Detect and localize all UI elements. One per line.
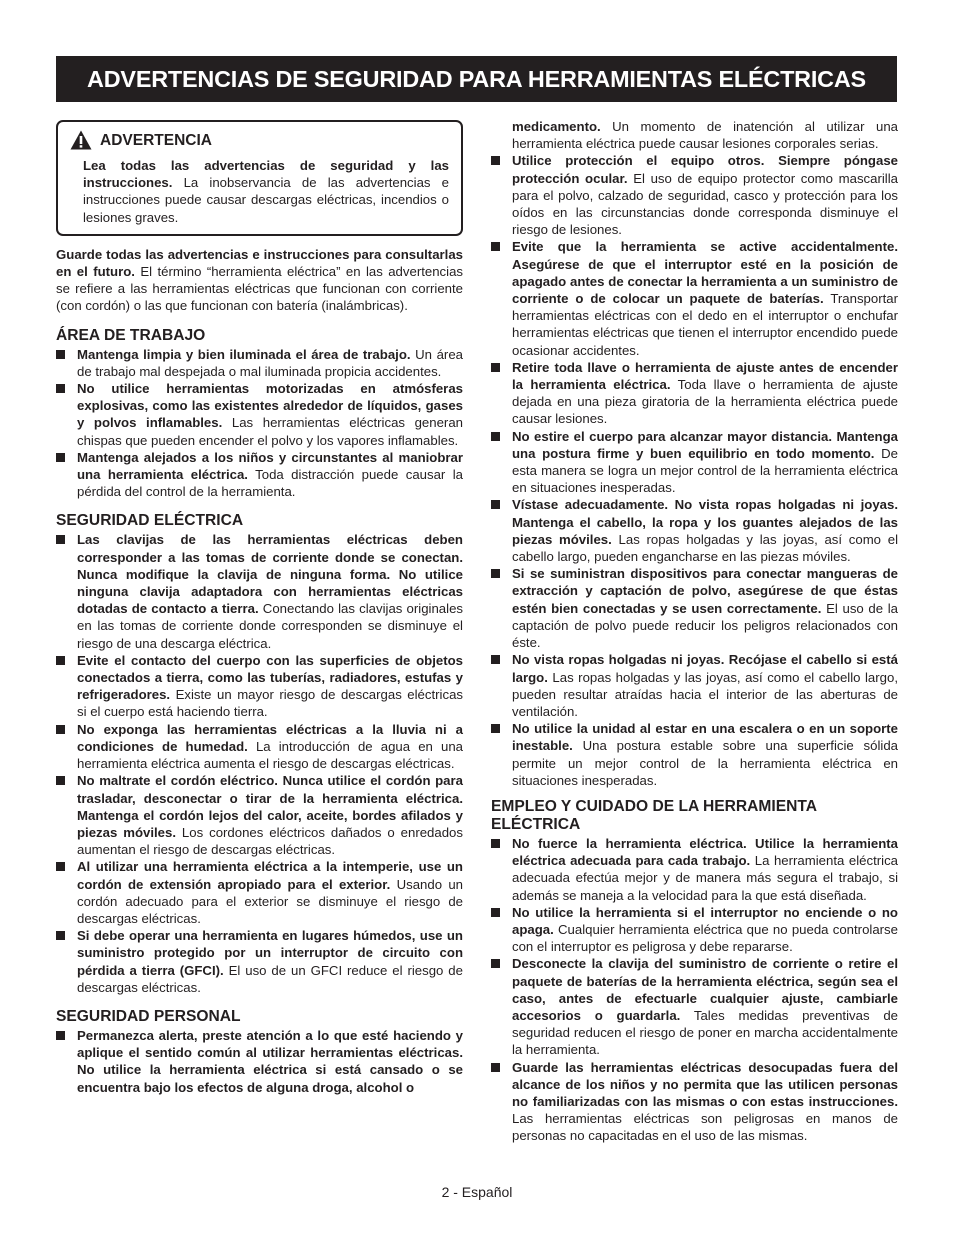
list-item [56,652,463,721]
bullet-square-icon [56,862,65,871]
list-item [491,651,898,720]
bullet-square-icon [56,776,65,785]
item-bold: Las clavijas de las herramientas eléctricas deben corresponder a las tomas de corriente donde se conectan. Nunca modifique la clavija de ninguna forma. No utilice ninguna clavija adaptadora con herramientas eléctricas dotadas de contacto a tierra. [77,532,463,617]
item-text: Existe un mayor riesgo de descargas eléctricas si el cuerpo está haciendo tierra. [77,687,463,720]
item-text: El uso de equipo protector como mascarilla para el polvo, calzado de seguridad, casco y protección para los oídos en las circunstancias donde corresponda disminuye el riesgo de lesiones. [512,170,898,238]
bullet-square-icon [56,384,65,393]
list-item [56,927,463,996]
bullet-square-icon [491,500,500,509]
list-item-continuation [491,118,898,152]
bullet-square-icon [491,959,500,968]
item-bold: Evite el contacto del cuerpo con las superficies de objetos conectados a tierra, como las tuberías, radiadores, estufas y refrigeradores. [77,652,463,703]
list-item [491,1059,898,1145]
item-bold: No maltrate el cordón eléctrico. Nunca utilice el cordón para trasladar, desconectar o tirar de la herramienta eléctrica. Mantenga el cordón lejos del calor, aceite, bordes afilados y piezas móviles. [77,773,463,840]
warning-text-bold: Lea todas las advertencias de seguridad y las instrucciones. [83,158,449,191]
left-column [56,118,463,1096]
warning-box [56,120,463,236]
bullet-square-icon [491,242,500,251]
item-bold: Vístase adecuadamente. No vista ropas holgadas ni joyas. Mantenga el cabello, la ropa y los guantes alejados de las piezas móviles. [512,497,898,547]
list-item [491,496,898,565]
item-bold: Mantenga alejados a los niños y circunstantes al maniobrar una herramienta eléctrica. [77,449,463,483]
right-column [491,118,898,1145]
item-text: Toda llave o herramienta de ajuste dejada en una pieza giratoria de la herramienta eléctrica puede causar lesiones. [512,377,898,427]
work-area-list [56,346,463,501]
item-text: Las ropas holgadas y las joyas, así como el cabello largo, pueden engancharse en las piezas móviles. [512,531,898,565]
item-text: Los cordones eléctricos dañados o enredados aumentan el riesgo de descargas eléctricas. [77,824,463,858]
bullet-square-icon [56,1031,65,1040]
warning-title: ADVERTENCIA [100,132,212,149]
list-item [56,772,463,858]
list-item [491,428,898,497]
bullet-square-icon [491,432,500,441]
item-bold: No utilice herramientas motorizadas en atmósferas explosivas, como las existentes alrededor de líquidos, gases y polvos inflamables. [77,381,463,431]
page-banner-title: ADVERTENCIAS DE SEGURIDAD PARA HERRAMIENTAS ELÉCTRICAS [56,56,897,102]
item-text: El uso de la captación de polvo puede reducir los peligros relacionados con éste. [512,600,899,651]
bullet-square-icon [491,156,500,165]
intro-bold: Guarde todas las advertencias e instrucciones para consultarlas en el futuro. [56,246,463,280]
item-bold: Si se suministran dispositivos para conectar mangueras de extracción y captación de polvo, asegúrese de que éstas estén bien conectadas y se usen correctamente. [512,566,898,616]
bullet-square-icon [56,350,65,359]
item-bold: No exponga las herramientas eléctricas a la lluvia ni a condiciones de humedad. [77,721,463,754]
warning-triangle-icon [70,130,92,150]
item-text: Transportar herramientas eléctricas con el dedo en el interruptor o enchufar herramientas eléctricas que tienen el interruptor encendido puede ocasionar accidentes. [512,291,898,358]
personal-list-start [56,1027,463,1096]
item-bold: Permanezca alerta, preste atención a lo que esté haciendo y aplique el sentido común al utilizar herramientas eléctricas. No utilice la herramienta eléctrica si está cansado o se encuentra bajo los efectos de alguna droga, alcohol o [77,1027,463,1095]
list-item [491,904,898,956]
electrical-list [56,531,463,995]
item-text: De esta manera se logra un mejor control de la herramienta eléctrica en situaciones inesperadas. [512,445,898,496]
bullet-square-icon [491,1063,500,1072]
item-text: El uso de un GFCI reduce el riesgo de descargas eléctricas. [77,962,463,995]
item-bold: Guarde las herramientas eléctricas desocupadas fuera del alcance de los niños y no permita que las utilicen personas no familiarizadas con las mismas o con estas instrucciones. [512,1059,898,1109]
bullet-square-icon [491,724,500,733]
item-bold: No estire el cuerpo para alcanzar mayor distancia. Mantenga una postura firme y buen equilibrio en todo momento. [512,428,898,461]
intro-paragraph [56,246,463,315]
list-item [56,721,463,773]
list-item [491,565,898,651]
list-item [491,359,898,428]
item-text: Toda distracción puede causar la pérdida del control de la herramienta. [77,467,464,500]
item-bold: Al utilizar una herramienta eléctrica a la intemperie, use un cordón de extensión apropiado para el exterior. [77,859,463,892]
item-text: Las herramientas eléctricas generan chispas que pueden encender el polvo y los vapores inflamables. [77,415,463,448]
item-text: Conectando las clavijas originales en las tomas de corriente donde corresponden se disminuye el riesgo de una descarga eléctrica. [77,601,463,651]
section-heading-electrical: SEGURIDAD ELÉCTRICA [56,512,244,530]
list-item [56,858,463,927]
section-heading-personal: SEGURIDAD PERSONAL [56,1007,241,1025]
bullet-square-icon [491,908,500,917]
page-number: 2 - Español [441,1184,513,1200]
list-item [491,720,898,789]
item-bold: No utilice la unidad al estar en una escalera o en un soporte inestable. [512,721,898,754]
warning-text [83,157,449,226]
list-item [491,835,898,904]
bullet-square-icon [491,655,500,664]
item-text: Usando un cordón adecuado para el exterior se disminuye el riesgo de descargas eléctricas. [77,876,464,926]
bullet-square-icon [491,839,500,848]
item-bold: No fuerce la herramienta eléctrica. Utilice la herramienta eléctrica adecuada para cada trabajo. [512,835,898,869]
item-bold: Evite que la herramienta se active accidentalmente. Asegúrese de que el interruptor esté en la posición de apagado antes de conectar la herramienta a un suministro de corriente o de colocar un paquete de baterías. [512,239,898,307]
item-text: La introducción de agua en una herramienta eléctrica aumenta el riesgo de descargas eléctricas. [77,738,463,772]
personal-list [491,152,898,789]
item-text: Un momento de inatención al utilizar una herramienta eléctrica puede causar lesiones corporales serias. [512,119,898,152]
section-heading-tool-use: EMPLEO Y CUIDADO DE LA HERRAMIENTA ELÉCTRICA [491,797,817,833]
list-item [56,1027,463,1096]
list-item [56,380,463,449]
item-text: Una postura estable sobre una superficie sólida permite un mejor control de la herramienta eléctrica en situaciones inesperadas. [512,738,898,788]
item-bold: No vista ropas holgadas ni joyas. Recójase el cabello si está largo. [512,652,898,685]
list-item [491,238,898,358]
list-item [56,346,463,380]
bullet-square-icon [56,931,65,940]
list-item [56,531,463,651]
tool-use-list [491,835,898,1145]
item-text: La herramienta eléctrica adecuada efectúa mejor y de manera más segura el trabajo, si además se maneja a la velocidad para la que está diseñada. [512,853,899,903]
item-bold: Si debe operar una herramienta en lugares húmedos, use un suministro protegido por un interruptor de circuito con pérdida a tierra (GFCI). [77,928,463,978]
item-text: Un área de trabajo mal despejada o mal iluminada propicia accidentes. [77,346,463,379]
item-bold: Mantenga limpia y bien iluminada el área de trabajo. [77,346,411,362]
warning-text-body: La inobservancia de las advertencias e instrucciones puede causar descargas eléctricas, incendios o lesiones graves. [83,175,449,225]
item-bold: medicamento. [512,119,601,134]
item-text: Las herramientas eléctricas son peligrosas en manos de personas no capacitadas en el uso de las mismas. [512,1111,898,1144]
list-item [491,152,898,238]
item-bold: Desconecte la clavija del suministro de corriente o retire el paquete de baterías de la herramienta eléctrica, según sea el caso, antes de efectuarle cualquier ajuste, cambiarle accesorios o guardarla. [512,956,898,1023]
item-bold: Retire toda llave o herramienta de ajuste antes de encender la herramienta eléctrica. [512,359,898,393]
bullet-square-icon [491,363,500,372]
list-item [491,955,898,1058]
bullet-square-icon [56,535,65,544]
bullet-square-icon [491,569,500,578]
item-bold: Utilice protección el equipo otros. Siempre póngase protección ocular. [512,153,898,186]
bullet-square-icon [56,453,65,462]
list-item [56,449,463,501]
intro-text: El término “herramienta eléctrica” en las advertencias se refiere a las herramientas eléctricas que funcionan con corriente (con cordón) o las que funcionan con batería (inalámbricas). [56,264,463,314]
item-text: Tales medidas preventivas de seguridad reducen el riesgo de poner en marcha accidentalmente la herramienta. [512,1007,899,1058]
bullet-square-icon [56,725,65,734]
item-text: Cualquier herramienta eléctrica que no pueda controlarse con el interruptor es peligrosa y debe repararse. [512,921,898,955]
item-text: Las ropas holgadas y las joyas, así como el cabello largo, pueden resultar atraídas hacia el interior de las aberturas de ventilación. [512,669,898,719]
bullet-square-icon [56,656,65,665]
section-heading-work-area: ÁREA DE TRABAJO [56,326,206,344]
item-bold: No utilice la herramienta si el interruptor no enciende o no apaga. [512,904,898,937]
